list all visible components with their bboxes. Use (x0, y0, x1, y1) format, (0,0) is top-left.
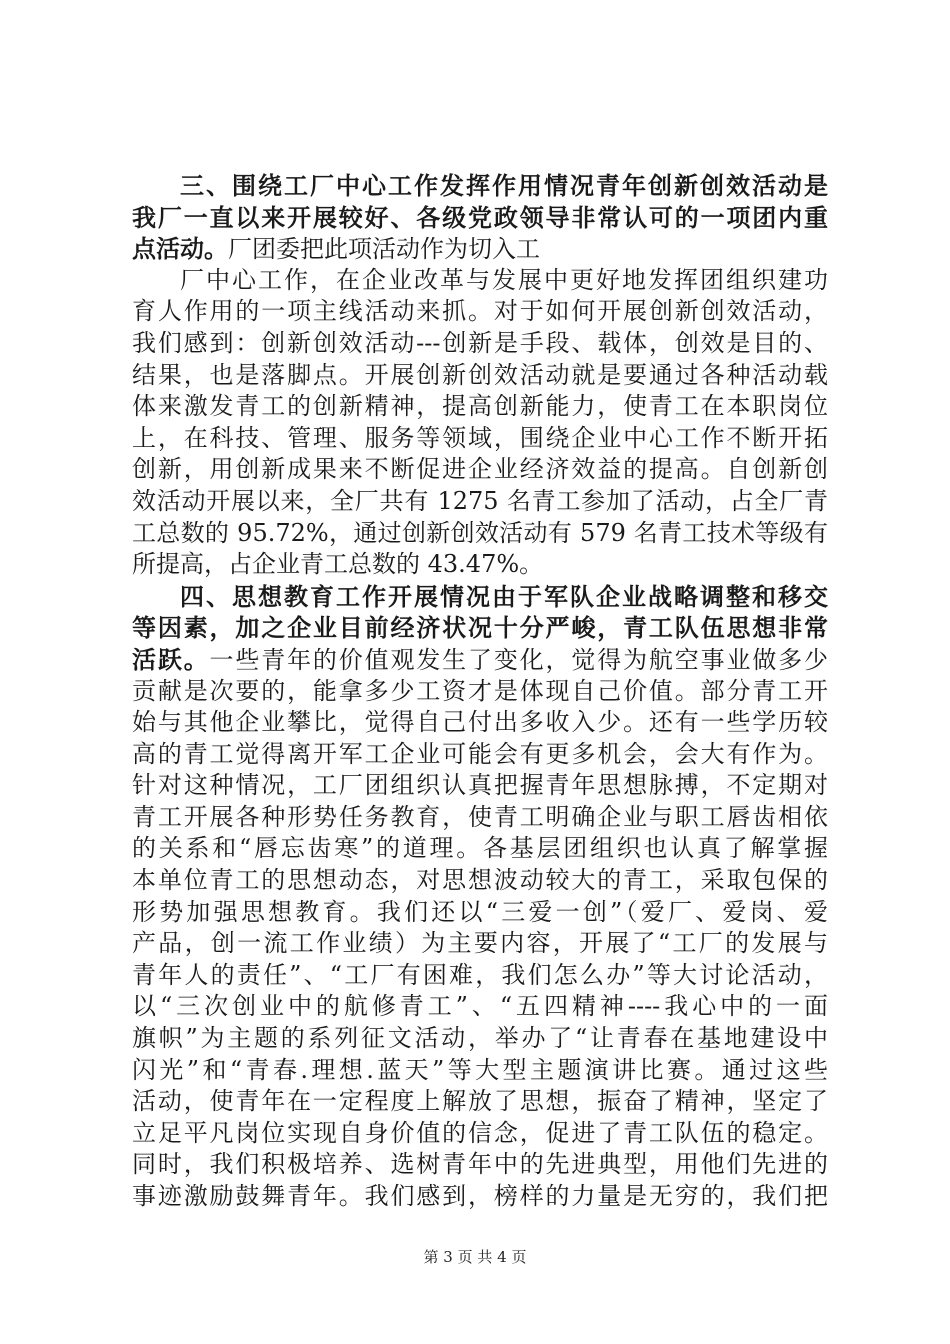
bold-lead-text: 活跃。 (132, 644, 210, 674)
text-line (132, 202, 828, 234)
text-line (132, 296, 828, 328)
line-text: 上，在科技、管理、服务等领域，围绕企业中心工作不断开拓 (132, 423, 828, 452)
text-line (132, 423, 828, 455)
line-text: 一些青年的价值观发生了变化，觉得为航空事业做多少 (209, 645, 828, 674)
text-line (132, 1118, 828, 1150)
text-line (132, 833, 828, 865)
line-text: 厂团委把此项活动作为切入工 (228, 235, 540, 264)
text-line (132, 770, 828, 802)
line-text: 所提高，占企业青工总数的 43.47%。 (132, 550, 544, 579)
line-text: 产品，创一流工作业绩）为主要内容，开展了“工厂的发展与 (132, 929, 828, 958)
text-line (132, 865, 828, 897)
text-line (132, 1023, 828, 1055)
line-text: 工总数的 95.72%，通过创新创效活动有 579 名青工技术等级有 (132, 518, 828, 547)
text-line (132, 612, 828, 644)
line-text: 针对这种情况，工厂团组织认真把握青年思想脉搏，不定期对 (132, 771, 828, 800)
line-text: 创新，用创新成果来不断促进企业经济效益的提高。自创新创 (132, 455, 828, 484)
line-text: 青工开展各种形势任务教育，使青工明确企业与职工唇齿相依 (132, 802, 828, 831)
text-line (132, 802, 828, 834)
text-line (132, 454, 828, 486)
text-line (132, 486, 828, 518)
document-body (132, 170, 828, 1213)
line-text: 三、围绕工厂中心工作发挥作用情况青年创新创效活动是 (180, 171, 828, 200)
text-line (132, 391, 828, 423)
line-text: 效活动开展以来，全厂共有 1275 名青工参加了活动，占全厂青 (132, 486, 828, 515)
text-line (132, 233, 828, 265)
text-line (132, 518, 828, 550)
text-line (132, 328, 828, 360)
line-text: 以“三次创业中的航修青工”、“五四精神----我心中的一面 (132, 992, 828, 1021)
text-line (132, 928, 828, 960)
text-line (132, 360, 828, 392)
line-text: 同时，我们积极培养、选树青年中的先进典型，用他们先进的 (132, 1150, 828, 1179)
line-text: 高的青工觉得离开军工企业可能会有更多机会，会大有作为。 (132, 739, 828, 768)
text-line (132, 1086, 828, 1118)
line-text: 贡献是次要的，能拿多少工资才是体现自己价值。部分青工开 (132, 676, 828, 705)
text-line (132, 739, 828, 771)
line-text: 等因素，加之企业目前经济状况十分严峻，青工队伍思想非常 (132, 613, 828, 643)
line-text: 厂中心工作，在企业改革与发展中更好地发挥团组织建功 (180, 265, 828, 294)
text-line (132, 897, 828, 929)
page-footer: 第 3 页 共 4 页 (423, 1248, 527, 1266)
text-line (132, 991, 828, 1023)
line-text: 我们感到：创新创效活动---创新是手段、载体，创效是目的、 (132, 328, 828, 357)
text-line (132, 1181, 828, 1213)
text-line (132, 265, 828, 297)
text-line (132, 644, 828, 676)
text-line (132, 960, 828, 992)
line-text: 的关系和“唇忘齿寒”的道理。各基层团组织也认真了解掌握 (132, 834, 828, 863)
line-text: 立足平凡岗位实现自身价值的信念，促进了青工队伍的稳定。 (132, 1118, 828, 1147)
text-line (132, 676, 828, 708)
text-line (132, 549, 828, 581)
line-text: 我厂一直以来开展较好、各级党政领导非常认可的一项团内重 (132, 202, 828, 232)
text-line (132, 1055, 828, 1087)
line-text: 结果，也是落脚点。开展创新创效活动就是要通过各种活动载 (132, 360, 828, 389)
line-text: 活动，使青年在一定程度上解放了思想，振奋了精神，坚定了 (132, 1087, 828, 1116)
line-text: 体来激发青工的创新精神，提高创新能力，使青工在本职岗位 (132, 392, 828, 421)
line-text: 始与其他企业攀比，觉得自己付出多收入少。还有一些学历较 (132, 708, 828, 737)
line-text: 青年人的责任”、“工厂有困难，我们怎么办”等大讨论活动， (132, 960, 828, 989)
text-line (132, 170, 828, 202)
text-line (132, 581, 828, 613)
line-text: 旗帜”为主题的系列征文活动，举办了“让青春在基地建设中 (132, 1024, 828, 1053)
line-text: 闪光”和“青春.理想.蓝天”等大型主题演讲比赛。通过这些 (132, 1055, 828, 1084)
line-text: 事迹激励鼓舞青年。我们感到，榜样的力量是无穷的，我们把 (132, 1182, 828, 1210)
line-text: 形势加强思想教育。我们还以“三爱一创”（爱厂、爱岗、爱 (132, 897, 828, 926)
text-line (132, 1149, 828, 1181)
line-text: 育人作用的一项主线活动来抓。对于如何开展创新创效活动， (132, 297, 828, 326)
line-text: 四、思想教育工作开展情况由于军队企业战略调整和移交 (180, 581, 828, 611)
bold-lead-text: 点活动。 (132, 234, 228, 264)
line-text: 本单位青工的思想动态，对思想波动较大的青工，采取包保的 (132, 866, 828, 895)
text-line (132, 707, 828, 739)
